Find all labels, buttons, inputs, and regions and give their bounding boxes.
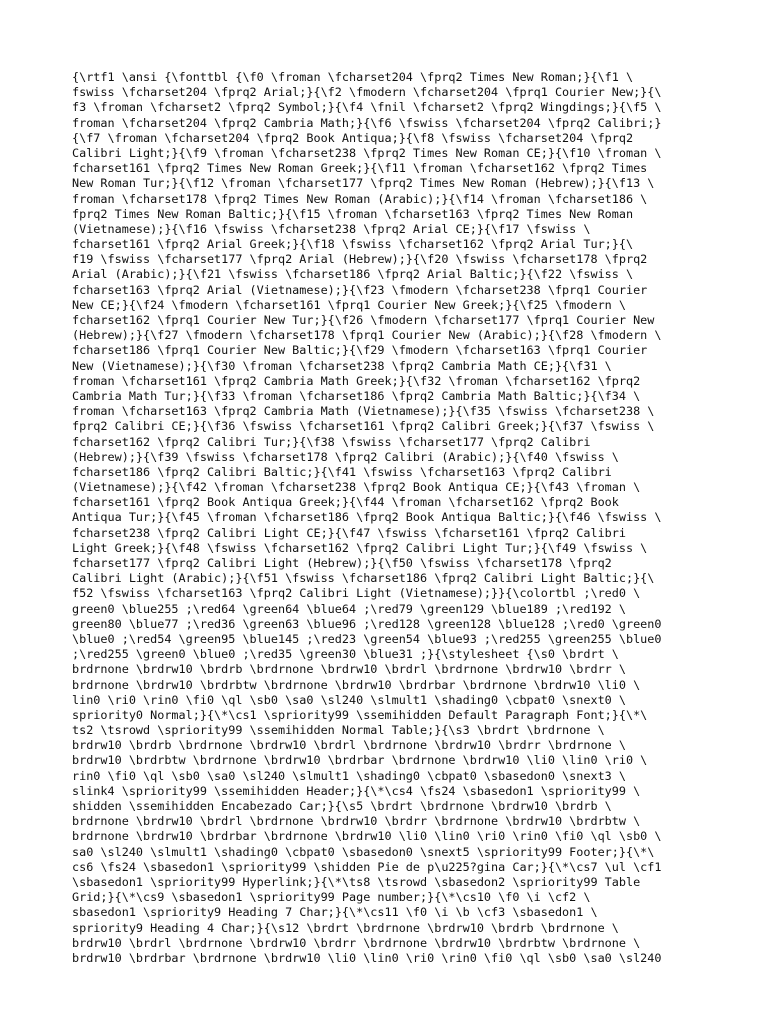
text-line: brdrnone \brdrw10 \brdrbtw \brdrnone \brdrw10 \brdrbar \brdrnone \brdrw10 \li0 \ <box>72 677 641 692</box>
text-line: sbasedon1 \spriority9 Heading 7 Char;}{\*\cs11 \f0 \i \b \cf3 \sbasedon1 \ <box>72 905 598 920</box>
text-line: shidden \ssemihidden Encabezado Car;}{\s5 \brdrt \brdrnone \brdrw10 \brdrb \ <box>72 799 612 813</box>
text-line: brdrnone \brdrw10 \brdrbar \brdrnone \brdrw10 \li0 \lin0 \ri0 \rin0 \fi0 \ql \sb0 \ <box>72 829 662 844</box>
text-line: Light Greek;}{\f48 \fswiss \fcharset162 \fprq2 Calibri Light Tur;}{\f49 \fswiss \ <box>72 540 648 555</box>
text-line: New CE;}{\f24 \fmodern \fcharset161 \fprq1 Courier New Greek;}{\f25 \fmodern \ <box>72 297 626 312</box>
text-line: Calibri Light (Arabic);}{\f51 \fswiss \fcharset186 \fprq2 Calibri Light Baltic;}{\ <box>72 571 655 586</box>
text-line: brdrnone \brdrw10 \brdrb \brdrnone \brdrw10 \brdrl \brdrnone \brdrw10 \brdrr \ <box>72 662 626 677</box>
text-line: rin0 \fi0 \ql \sb0 \sa0 \sl240 \slmult1 \shading0 \cbpat0 \sbasedon0 \snext3 \ <box>72 768 626 783</box>
text-line: fcharset162 \fprq1 Courier New Tur;}{\f26 \fmodern \fcharset177 \fprq1 Courier New <box>72 313 655 327</box>
text-line: brdrw10 \brdrb \brdrnone \brdrw10 \brdrl \brdrnone \brdrw10 \brdrr \brdrnone \ <box>72 738 626 753</box>
text-line: fcharset161 \fprq2 Arial Greek;}{\f18 \fswiss \fcharset162 \fprq2 Arial Tur;}{\ <box>72 237 634 252</box>
text-line: brdrw10 \brdrbtw \brdrnone \brdrw10 \brdrbar \brdrnone \brdrw10 \li0 \lin0 \ri0 \ <box>72 753 648 768</box>
text-line: New (Vietnamese);}{\f30 \froman \fcharset238 \fprq2 Cambria Math CE;}{\f31 \ <box>72 358 612 373</box>
rtf-source-text <box>72 70 712 966</box>
text-line: f52 \fswiss \fcharset163 \fprq2 Calibri Light (Vietnamese);}}{\colortbl ;\red0 \ <box>72 586 641 601</box>
text-line: (Vietnamese);}{\f42 \froman \fcharset238 \fprq2 Book Antiqua CE;}{\f43 \froman \ <box>72 480 641 495</box>
text-line: {\rtf1 \ansi {\fonttbl {\f0 \froman \fcharset204 \fprq2 Times New Roman;}{\f1 \ <box>72 70 634 84</box>
text-line: {\f7 \froman \fcharset204 \fprq2 Book Antiqua;}{\f8 \fswiss \fcharset204 \fprq2 <box>72 130 634 145</box>
text-line: brdrnone \brdrw10 \brdrl \brdrnone \brdrw10 \brdrr \brdrnone \brdrw10 \brdrbtw \ <box>72 814 641 829</box>
text-line: fcharset238 \fprq2 Calibri Light CE;}{\f47 \fswiss \fcharset161 \fprq2 Calibri <box>72 525 626 540</box>
text-line: froman \fcharset204 \fprq2 Cambria Math;}{\f6 \fswiss \fcharset204 \fprq2 Calibri;} <box>72 115 662 130</box>
text-line: froman \fcharset161 \fprq2 Cambria Math Greek;}{\f32 \froman \fcharset162 \fprq2 <box>72 373 641 388</box>
text-line: slink4 \spriority99 \ssemihidden Header;}{\*\cs4 \fs24 \sbasedon1 \spriority99 \ <box>72 783 641 798</box>
text-line: froman \fcharset178 \fprq2 Times New Roman (Arabic);}{\f14 \froman \fcharset186 \ <box>72 191 648 206</box>
text-line: green80 \blue77 ;\red36 \green63 \blue96 ;\red128 \green128 \blue128 ;\red0 \green0 <box>72 616 662 631</box>
text-line: fcharset186 \fprq2 Calibri Baltic;}{\f41 \fswiss \fcharset163 \fprq2 Calibri <box>72 464 612 479</box>
text-line: (Vietnamese);}{\f16 \fswiss \fcharset238 \fprq2 Arial CE;}{\f17 \fswiss \ <box>72 221 591 236</box>
text-line: brdrw10 \brdrl \brdrnone \brdrw10 \brdrr \brdrnone \brdrw10 \brdrbtw \brdrnone \ <box>72 935 641 950</box>
text-line: fprq2 Times New Roman Baltic;}{\f15 \froman \fcharset163 \fprq2 Times New Roman <box>72 206 634 221</box>
text-line: froman \fcharset163 \fprq2 Cambria Math (Vietnamese);}{\f35 \fswiss \fcharset238 \ <box>72 404 655 419</box>
text-line: lin0 \ri0 \rin0 \fi0 \ql \sb0 \sa0 \sl240 \slmult1 \shading0 \cbpat0 \snext0 \ <box>72 692 626 707</box>
text-line: ;\red255 \green0 \blue0 ;\red35 \green30 \blue31 ;}{\stylesheet {\s0 \brdrt \ <box>72 647 619 662</box>
text-line: fprq2 Calibri CE;}{\f36 \fswiss \fcharset161 \fprq2 Calibri Greek;}{\f37 \fswiss \ <box>72 419 655 434</box>
text-line: fswiss \fcharset204 \fprq2 Arial;}{\f2 \fmodern \fcharset204 \fprq1 Courier New;}{\ <box>72 85 662 100</box>
text-line: Antiqua Tur;}{\f45 \froman \fcharset186 \fprq2 Book Antiqua Baltic;}{\f46 \fswiss \ <box>72 510 662 525</box>
text-line: Grid;}{\*\cs9 \sbasedon1 \spriority99 Page number;}{\*\cs10 \f0 \i \cf2 \ <box>72 890 591 905</box>
text-line: New Roman Tur;}{\f12 \froman \fcharset177 \fprq2 Times New Roman (Hebrew);}{\f13 \ <box>72 176 655 191</box>
text-line: fcharset177 \fprq2 Calibri Light (Hebrew);}{\f50 \fswiss \fcharset178 \fprq2 <box>72 556 612 570</box>
text-line: cs6 \fs24 \sbasedon1 \spriority99 \shidden Pie de p\u225?gina Car;}{\*\cs7 \ul \cf1 <box>72 859 662 874</box>
text-line: Calibri Light;}{\f9 \froman \fcharset238 \fprq2 Times New Roman CE;}{\f10 \froman \ <box>72 145 662 160</box>
text-line: f3 \froman \fcharset2 \fprq2 Symbol;}{\f4 \fnil \fcharset2 \fprq2 Wingdings;}{\f5 \ <box>72 100 662 115</box>
text-line: green0 \blue255 ;\red64 \green64 \blue64 ;\red79 \green129 \blue189 ;\red192 \ <box>72 601 626 616</box>
text-line: Arial (Arabic);}{\f21 \fswiss \fcharset186 \fprq2 Arial Baltic;}{\f22 \fswiss \ <box>72 267 634 282</box>
text-line: (Hebrew);}{\f27 \fmodern \fcharset178 \fprq1 Courier New (Arabic);}{\f28 \fmodern \ <box>72 328 662 343</box>
text-line: ts2 \tsrowd \spriority99 \ssemihidden Normal Table;}{\s3 \brdrt \brdrnone \ <box>72 723 605 738</box>
text-line: f19 \fswiss \fcharset177 \fprq2 Arial (Hebrew);}{\f20 \fswiss \fcharset178 \fprq2 <box>72 252 648 267</box>
text-line: (Hebrew);}{\f39 \fswiss \fcharset178 \fprq2 Calibri (Arabic);}{\f40 \fswiss \ <box>72 449 619 464</box>
text-line: spriority0 Normal;}{\*\cs1 \spriority99 \ssemihidden Default Paragraph Font;}{\*\ <box>72 707 648 722</box>
text-line: sa0 \sl240 \slmult1 \shading0 \cbpat0 \sbasedon0 \snext5 \spriority99 Footer;}{\*\ <box>72 844 655 859</box>
text-line: spriority9 Heading 4 Char;}{\s12 \brdrt \brdrnone \brdrw10 \brdrb \brdrnone \ <box>72 920 619 935</box>
text-line: fcharset161 \fprq2 Times New Roman Greek;}{\f11 \froman \fcharset162 \fprq2 Times <box>72 161 648 176</box>
text-line: \blue0 ;\red54 \green95 \blue145 ;\red23 \green54 \blue93 ;\red255 \green255 \blue0 <box>72 631 662 646</box>
text-line: fcharset163 \fprq2 Arial (Vietnamese);}{\f23 \fmodern \fcharset238 \fprq1 Courier <box>72 282 648 297</box>
text-line: brdrw10 \brdrbar \brdrnone \brdrw10 \li0 \lin0 \ri0 \rin0 \fi0 \ql \sb0 \sa0 \sl240 <box>72 950 662 965</box>
text-line: fcharset162 \fprq2 Calibri Tur;}{\f38 \fswiss \fcharset177 \fprq2 Calibri <box>72 434 591 449</box>
text-line: fcharset161 \fprq2 Book Antiqua Greek;}{\f44 \froman \fcharset162 \fprq2 Book <box>72 495 619 510</box>
text-line: Cambria Math Tur;}{\f33 \froman \fcharset186 \fprq2 Cambria Math Baltic;}{\f34 \ <box>72 388 641 403</box>
text-line: \sbasedon1 \spriority99 Hyperlink;}{\*\ts8 \tsrowd \sbasedon2 \spriority99 Table <box>72 874 641 889</box>
text-line: fcharset186 \fprq1 Courier New Baltic;}{\f29 \fmodern \fcharset163 \fprq1 Courier <box>72 343 648 358</box>
